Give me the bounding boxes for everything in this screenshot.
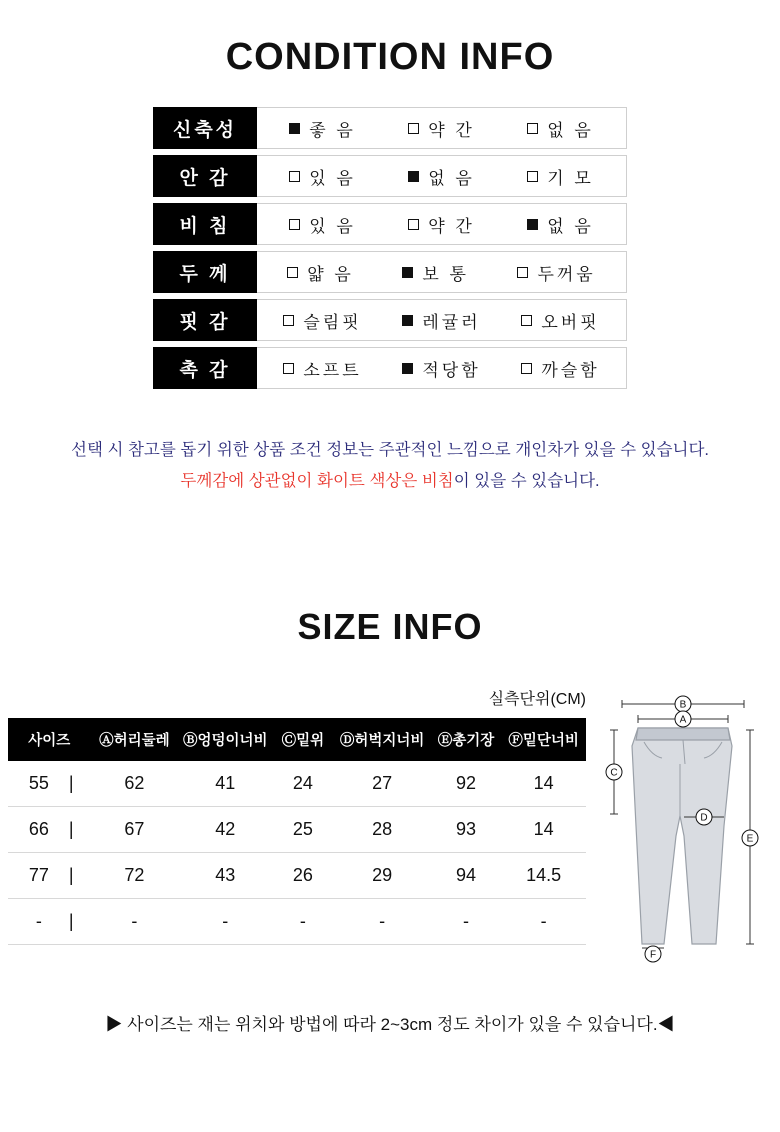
condition-option-label: 소프트 [303,360,362,380]
condition-option-label: 오버핏 [541,312,600,332]
condition-option-label: 있 음 [309,168,356,188]
size-table-cell: 24 [272,761,334,807]
condition-option-label: 두꺼움 [537,264,596,284]
size-table-cell: - [431,898,502,944]
table-row [8,898,586,944]
size-table-cell: 93 [431,806,502,852]
condition-row [153,203,627,245]
condition-option[interactable] [402,260,469,285]
size-table-cell: 29 [334,852,431,898]
svg-text:A: A [679,714,687,726]
condition-option-label: 약 간 [428,216,475,236]
checkbox-empty-icon[interactable] [283,315,294,326]
condition-note-tail: 이 있을 수 있습니다. [453,472,600,491]
condition-option[interactable] [408,116,475,141]
size-table-size-cell [8,852,90,898]
condition-option[interactable] [287,260,354,285]
size-value: - [35,910,42,931]
size-footer-note: ▶ 사이즈는 재는 위치와 방법에 따라 2~3cm 정도 차이가 있을 수 있습니다.◀ [105,1015,675,1034]
checkbox-checked-icon[interactable] [408,171,419,182]
size-table-cell: 62 [90,761,178,807]
size-table-cell: 41 [178,761,272,807]
condition-row-options [257,203,627,245]
svg-text:B: B [679,699,687,711]
size-table-cell: 25 [272,806,334,852]
condition-row [153,251,627,293]
checkbox-empty-icon[interactable] [517,267,528,278]
checkbox-checked-icon[interactable] [402,363,413,374]
condition-option-label: 레귤러 [422,312,481,332]
size-table-header-cell: Ⓒ밑위 [272,718,334,761]
condition-option[interactable] [402,308,480,333]
svg-text:D: D [700,812,708,824]
condition-row-options [257,155,627,197]
size-divider: | [68,910,74,931]
condition-option-label: 기 모 [547,168,594,188]
size-table-size-cell [8,761,90,807]
table-row [8,761,586,807]
checkbox-checked-icon[interactable] [289,123,300,134]
condition-option[interactable] [408,212,475,237]
condition-option-label: 없 음 [547,216,594,236]
size-table-cell: - [501,898,586,944]
condition-option[interactable] [289,116,356,141]
condition-option[interactable] [408,164,475,189]
svg-text:E: E [746,833,754,845]
size-value: 77 [28,864,49,885]
condition-note-line1: 선택 시 참고를 돕기 위한 상품 조건 정보는 주관적인 느낌으로 개인차가 있을 수 있습니다. [71,441,709,459]
checkbox-empty-icon[interactable] [521,315,532,326]
condition-option-label: 있 음 [309,216,356,236]
checkbox-empty-icon[interactable] [287,267,298,278]
condition-row-options [257,299,627,341]
condition-option[interactable] [527,212,594,237]
condition-note-highlight: 두께감에 상관없이 화이트 색상은 비침 [180,472,454,491]
size-value: 66 [28,818,49,839]
size-table-cell: - [272,898,334,944]
size-table-cell: 14 [501,806,586,852]
size-table-size-cell [8,898,90,944]
condition-row-label: 신축성 [153,107,257,149]
size-table-header-cell: Ⓕ밑단너비 [501,718,586,761]
size-divider: | [68,772,74,793]
size-table-cell: 26 [272,852,334,898]
size-table-header-cell: Ⓔ총기장 [431,718,502,761]
condition-option[interactable] [527,164,594,189]
size-table-cell: 42 [178,806,272,852]
condition-option-label: 슬림핏 [303,312,362,332]
svg-text:C: C [610,767,618,779]
size-table-cell: - [178,898,272,944]
condition-option-label: 얇 음 [307,264,354,284]
size-table-cell: 14 [501,761,586,807]
condition-option-label: 까슬함 [541,360,600,380]
checkbox-empty-icon[interactable] [289,171,300,182]
size-table-header-cell: Ⓐ허리둘레 [90,718,178,761]
condition-row-options [257,347,627,389]
condition-row [153,107,627,149]
condition-option[interactable] [289,212,356,237]
svg-text:F: F [649,949,657,961]
condition-option[interactable] [517,260,595,285]
size-table-cell: 92 [431,761,502,807]
condition-info-table [153,101,627,395]
size-table-cell: - [90,898,178,944]
checkbox-empty-icon[interactable] [289,219,300,230]
size-table-cell: 28 [334,806,431,852]
size-table-cell: 94 [431,852,502,898]
condition-row-options [257,107,627,149]
checkbox-checked-icon[interactable] [402,315,413,326]
condition-option-label: 보 통 [422,264,469,284]
checkbox-checked-icon[interactable] [402,267,413,278]
checkbox-checked-icon[interactable] [527,219,538,230]
condition-option-label: 없 음 [428,168,475,188]
table-row [8,806,586,852]
size-table [8,718,586,945]
size-unit-label: 실측단위(CM) [488,690,586,708]
checkbox-empty-icon[interactable] [408,123,419,134]
condition-row [153,347,627,389]
condition-row [153,299,627,341]
checkbox-empty-icon[interactable] [521,363,532,374]
condition-option-label: 없 음 [547,120,594,140]
condition-option-label: 적당함 [422,360,481,380]
condition-row-options [257,251,627,293]
condition-note-line2 [0,466,780,497]
condition-option[interactable] [521,308,599,333]
pants-measurement-diagram [600,686,772,982]
size-table-cell: 67 [90,806,178,852]
size-value: 55 [28,772,49,793]
checkbox-empty-icon[interactable] [527,171,538,182]
condition-row [153,155,627,197]
checkbox-empty-icon[interactable] [283,363,294,374]
condition-row-label: 핏 감 [153,299,257,341]
condition-option-label: 약 간 [428,120,475,140]
size-table-cell: - [334,898,431,944]
size-table-cell: 27 [334,761,431,807]
size-divider: | [68,864,74,885]
condition-row-label: 촉 감 [153,347,257,389]
condition-row-label: 두 께 [153,251,257,293]
checkbox-empty-icon[interactable] [408,219,419,230]
size-info-title: SIZE INFO [297,605,483,647]
size-divider: | [68,818,74,839]
size-table-header-cell: 사이즈 [8,718,90,761]
condition-option[interactable] [402,356,480,381]
table-row [8,852,586,898]
condition-row-label: 안 감 [153,155,257,197]
condition-option[interactable] [283,356,361,381]
size-table-cell: 72 [90,852,178,898]
size-table-header-row [8,718,586,761]
condition-option-label: 좋 음 [309,120,356,140]
size-table-cell: 14.5 [501,852,586,898]
size-table-cell: 43 [178,852,272,898]
condition-option[interactable] [289,164,356,189]
size-table-size-cell [8,806,90,852]
checkbox-empty-icon[interactable] [527,123,538,134]
size-table-header-cell: Ⓓ허벅지너비 [334,718,431,761]
condition-option[interactable] [283,308,361,333]
condition-option[interactable] [521,356,599,381]
size-table-header-cell: Ⓑ엉덩이너비 [178,718,272,761]
condition-row-label: 비 침 [153,203,257,245]
condition-note [0,435,780,498]
condition-option[interactable] [527,116,594,141]
condition-info-title: CONDITION INFO [225,36,555,78]
